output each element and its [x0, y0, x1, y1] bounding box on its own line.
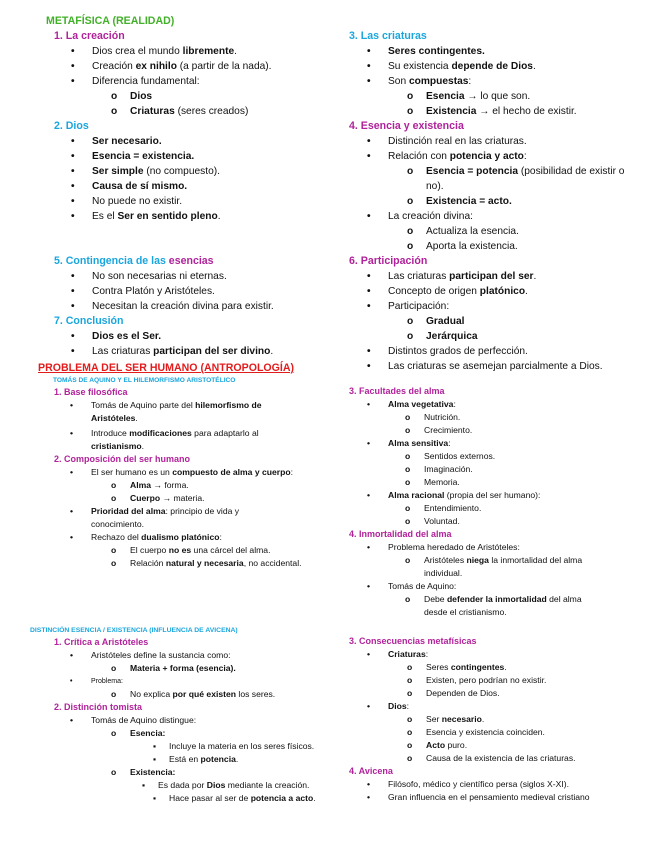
list-item: • Alma racional (propia del ser humano): — [388, 489, 649, 502]
list-item: • Su existencia depende de Dios. — [388, 59, 649, 74]
list-item: • Participación: — [388, 299, 649, 314]
metafisica-left-column — [46, 14, 336, 359]
list-item: • Creación ex nihilo (a partir de la nada). — [92, 59, 336, 74]
list-item: • Tomás de Aquino: — [388, 580, 649, 593]
list-item: o Esencia y existencia coinciden. — [426, 726, 649, 739]
list-item: • Alma sensitiva: — [388, 437, 649, 450]
list-item: o Esencia: — [130, 727, 340, 740]
list-item: • Contra Platón y Aristóteles. — [92, 284, 336, 299]
list-item: • Distinción real en las criaturas. — [388, 134, 649, 149]
list-item: • Aristóteles define la sustancia como: — [91, 649, 340, 662]
list-item: • Las criaturas se asemejan parcialmente a Dios. — [388, 359, 649, 374]
list-item: o El cuerpo no es una cárcel del alma. — [130, 544, 310, 557]
subtitle-hilemorfismo: TOMÁS DE AQUINO Y EL HILEMORFISMO ARISTOTÉLICO — [53, 377, 236, 384]
list-item: • Filósofo, médico y científico persa (siglos X-XI). — [388, 778, 628, 791]
list-item: ▪ Hace pasar al ser de potencia a acto. — [169, 792, 319, 805]
list-item: • Tomás de Aquino distingue: — [91, 714, 340, 727]
list-item: ▪ Incluye la materia en los seres físicos. — [169, 740, 340, 753]
list-item: • Dios: — [388, 700, 649, 713]
list-item: o Voluntad. — [424, 515, 649, 528]
subtitle-avicena: DISTINCIÓN ESENCIA / EXISTENCIA (INFLUENCIA DE AVICENA) — [30, 627, 238, 634]
list-item: o Existencia → el hecho de existir. — [426, 104, 649, 119]
list-item: • Introduce modificaciones para adaptarlo al cristianismo. — [91, 427, 291, 453]
list-item: • No puede no existir. — [92, 194, 336, 209]
antropologia-right-column — [349, 385, 649, 619]
list-item: o Sentidos externos. — [424, 450, 649, 463]
list-item: • Relación con potencia y acto: — [388, 149, 649, 164]
list-item: • Criaturas: — [388, 648, 649, 661]
list-item: o Ser necesario. — [426, 713, 649, 726]
list-item: o Seres contingentes. — [426, 661, 649, 674]
section-criaturas-heading: 3. Las criaturas — [349, 30, 427, 42]
list-item: o Jerárquica — [426, 329, 649, 344]
list-item: • Gran influencia en el pensamiento medieval cristiano — [388, 791, 628, 804]
list-item: o Cuerpo → materia. — [130, 492, 338, 505]
list-item: • Esencia = existencia. — [92, 149, 336, 164]
section-facultades-heading: 3. Facultades del alma — [349, 386, 445, 396]
list-item: • El ser humano es un compuesto de alma y cuerpo: — [91, 466, 331, 479]
section-base-filosofica-heading: 1. Base filosófica — [54, 387, 128, 397]
list-item: • Son compuestas: — [388, 74, 649, 89]
distincion-left-column — [30, 625, 340, 805]
list-item: o Esencia → lo que son. — [426, 89, 649, 104]
list-item: • Las criaturas participan del ser. — [388, 269, 649, 284]
list-item: o Criaturas (seres creados) — [130, 104, 336, 119]
antropologia-left-column — [38, 361, 338, 570]
list-item: • Dios crea el mundo libremente. — [92, 44, 336, 59]
list-item: • Diferencia fundamental: — [92, 74, 336, 89]
list-item: o Entendimiento. — [424, 502, 649, 515]
list-item: o Existencia = acto. — [426, 194, 626, 209]
list-item: • Ser necesario. — [92, 134, 336, 149]
list-item: • Tomás de Aquino parte del hilemorfismo de Aristóteles. — [91, 399, 291, 425]
metafisica-right-column — [349, 29, 649, 374]
list-item: • Ser simple (no compuesto). — [92, 164, 336, 179]
list-item: o Acto puro. — [426, 739, 649, 752]
list-item: o No explica por qué existen los seres. — [130, 688, 340, 701]
section-inmortalidad-heading: 4. Inmortalidad del alma — [349, 529, 452, 539]
list-item: o Existencia: — [130, 766, 340, 779]
list-item: o Dios — [130, 89, 336, 104]
list-item: • Concepto de origen platónico. — [388, 284, 649, 299]
list-item: • Prioridad del alma: principio de vida y conocimiento. — [91, 505, 291, 531]
section-distincion-tomista-heading: 2. Distinción tomista — [54, 702, 143, 712]
section-creacion-heading: 1. La creación — [54, 30, 125, 42]
list-item: o Gradual — [426, 314, 649, 329]
section-composicion-heading: 2. Composición del ser humano — [54, 454, 191, 464]
list-item: o Aristóteles niega la inmortalidad del alma individual. — [424, 554, 604, 580]
list-item: • Es el Ser en sentido pleno. — [92, 209, 336, 224]
list-item: • Necesitan la creación divina para existir. — [92, 299, 336, 314]
list-item: • Distintos grados de perfección. — [388, 344, 649, 359]
list-item: o Imaginación. — [424, 463, 649, 476]
section-participacion-heading: 6. Participación — [349, 255, 428, 267]
list-item: o Materia + forma (esencia). — [130, 662, 340, 675]
list-item: o Debe defender la inmortalidad del alma desde el cristianismo. — [424, 593, 604, 619]
section-dios-heading: 2. Dios — [54, 120, 89, 132]
section-critica-heading: 1. Crítica a Aristóteles — [54, 637, 149, 647]
list-item: • Las criaturas participan del ser divino. — [92, 344, 336, 359]
list-item: o Actualiza la esencia. — [426, 224, 649, 239]
title-metafisica: METAFÍSICA (REALIDAD) — [46, 15, 175, 27]
list-item: • Rechazo del dualismo platónico: — [91, 531, 291, 544]
list-item: o Existen, pero podrían no existir. — [426, 674, 649, 687]
list-item: • Dios es el Ser. — [92, 329, 336, 344]
list-item: • Problema: — [91, 675, 340, 688]
list-item: o Causa de la existencia de las criaturas. — [426, 752, 649, 765]
section-esencia-existencia-heading: 4. Esencia y existencia — [349, 120, 464, 132]
section-consecuencias-heading: 3. Consecuencias metafísicas — [349, 636, 477, 646]
list-item: o Crecimiento. — [424, 424, 649, 437]
list-item: ▪ Es dada por Dios mediante la creación. — [158, 779, 340, 792]
list-item: o Esencia = potencia (posibilidad de existir o no). — [426, 164, 626, 194]
list-item: o Aporta la existencia. — [426, 239, 649, 254]
section-conclusion-heading: 7. Conclusión — [54, 315, 124, 327]
list-item: • Alma vegetativa: — [388, 398, 649, 411]
distincion-right-column — [349, 635, 649, 804]
list-item: o Memoria. — [424, 476, 649, 489]
list-item: • Causa de sí mismo. — [92, 179, 336, 194]
list-item: o Nutrición. — [424, 411, 649, 424]
list-item: o Dependen de Dios. — [426, 687, 649, 700]
list-item: o Alma → forma. — [130, 479, 338, 492]
title-antropologia: PROBLEMA DEL SER HUMANO (ANTROPOLOGÍA) — [38, 362, 295, 374]
list-item: o Relación natural y necesaria, no accidental. — [130, 557, 310, 570]
list-item: • Seres contingentes. — [388, 44, 649, 59]
list-item: ▪ Está en potencia. — [169, 753, 340, 766]
list-item: • La creación divina: — [388, 209, 649, 224]
section-contingencia-heading: 5. Contingencia de las esencias — [54, 255, 214, 267]
list-item: • Problema heredado de Aristóteles: — [388, 541, 649, 554]
section-avicena-heading: 4. Avicena — [349, 766, 393, 776]
list-item: • No son necesarias ni eternas. — [92, 269, 336, 284]
